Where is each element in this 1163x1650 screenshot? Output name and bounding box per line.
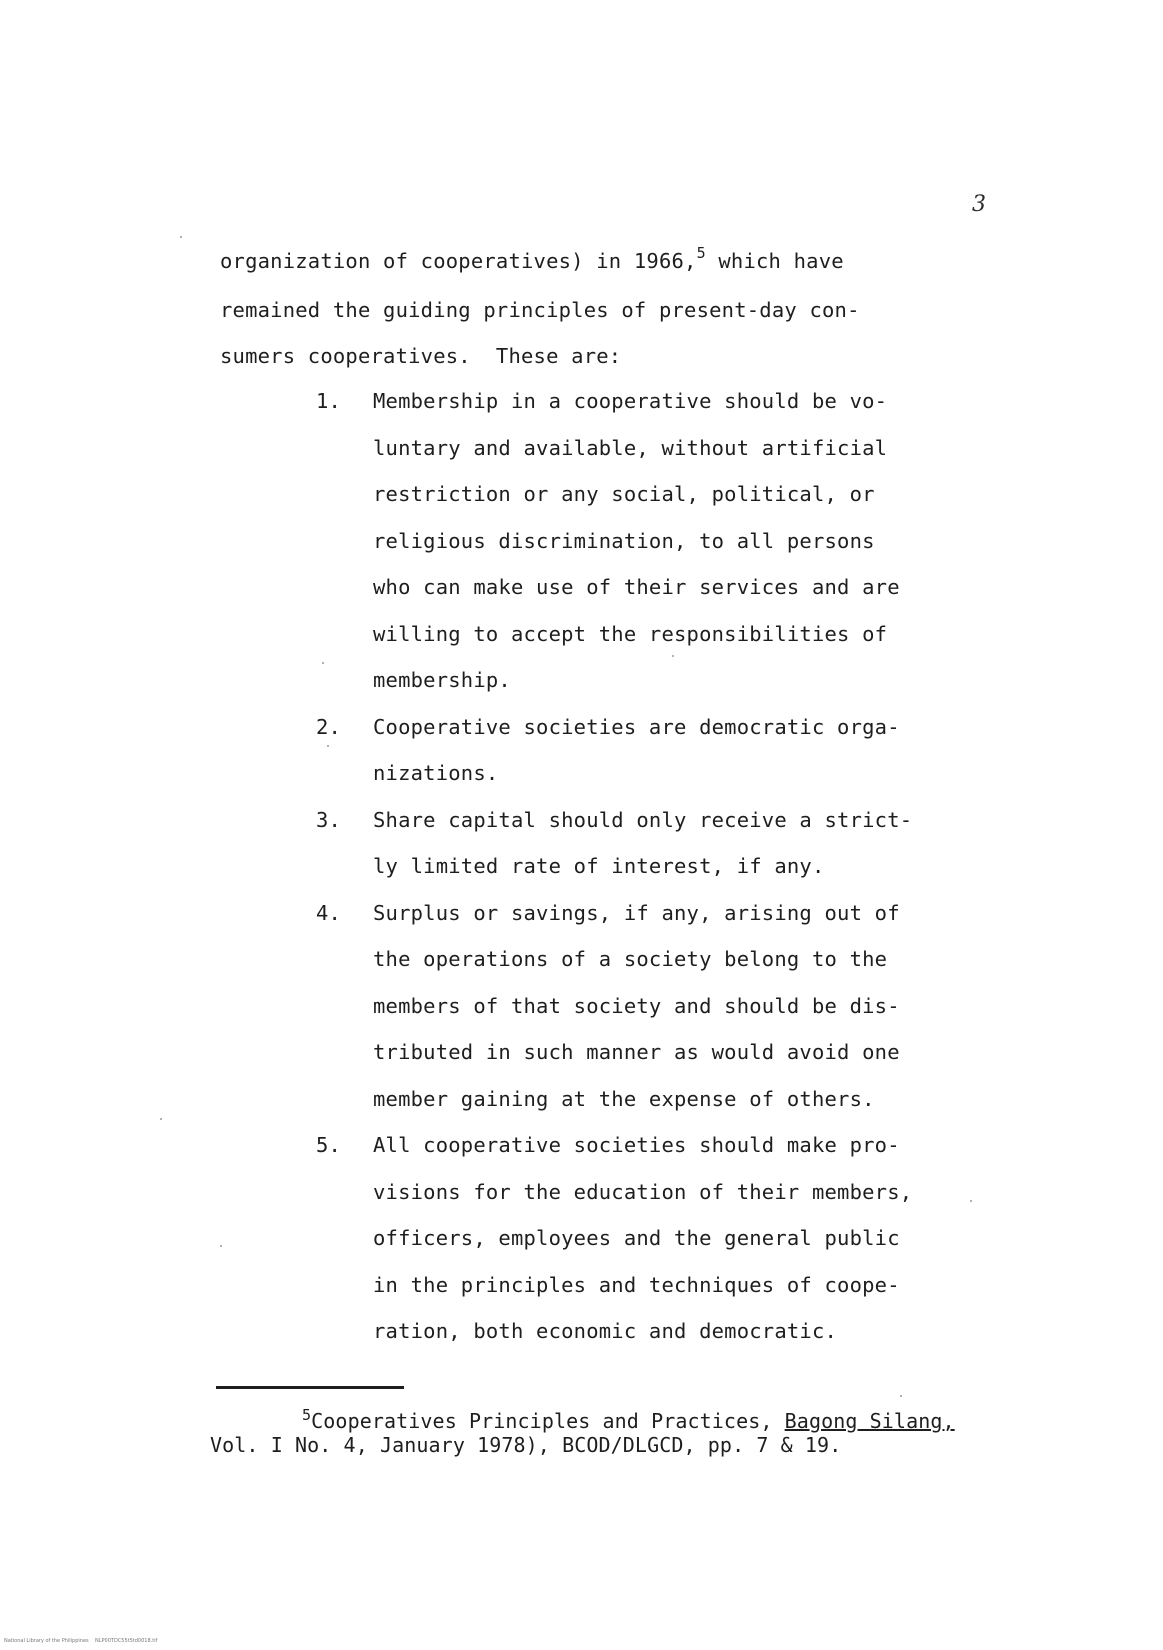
principle-number: 2. xyxy=(316,714,342,739)
principle-item xyxy=(316,1122,1006,1355)
principle-line: ration, both economic and democratic. xyxy=(373,1319,838,1343)
principle-line: All cooperative societies should make pro- xyxy=(373,1133,900,1157)
principle-line: officers, employees and the general public xyxy=(373,1226,900,1250)
scan-speck xyxy=(220,1245,222,1247)
principle-number: 1. xyxy=(316,389,342,413)
principle-item xyxy=(316,890,1006,1123)
principle-line: who can make use of their services and are xyxy=(373,575,900,599)
principle-item xyxy=(316,704,1006,797)
principle-line: luntary and available, without artificial xyxy=(373,435,888,460)
principle-line: restriction or any social, political, or xyxy=(373,482,875,506)
intro-line-2: remained the guiding principles of present-day con- xyxy=(220,297,860,322)
principle-line: nizations. xyxy=(373,761,499,785)
principle-item xyxy=(316,797,1006,890)
intro-line-1: organization of cooperatives) in 1966,$^5$ which have xyxy=(220,244,844,273)
principle-line: Surplus or savings, if any, arising out of xyxy=(373,900,900,925)
scan-speck xyxy=(180,236,182,238)
scan-speck xyxy=(900,1395,902,1397)
footnote-details: Vol. I No. 4, January 1978), BCOD/DLGCD, pp. 7 & 19. xyxy=(210,1433,842,1457)
footnote-source: Bagong Silang, xyxy=(784,1409,955,1433)
principle-line: the operations of a society belong to the xyxy=(373,947,888,971)
scan-speck xyxy=(970,1200,972,1202)
footnote-divider xyxy=(216,1386,404,1389)
intro-paragraph xyxy=(220,238,1000,380)
footnote xyxy=(210,1406,1000,1457)
principle-line: Cooperative societies are democratic orga- xyxy=(373,714,900,739)
principle-text xyxy=(373,890,1006,1123)
footnote-marker: 5 xyxy=(302,1406,312,1424)
principle-text xyxy=(373,378,1006,704)
footnote-reference: 5 xyxy=(696,244,706,262)
principle-line: in the principles and techniques of coope- xyxy=(373,1272,900,1297)
page-number: 3 xyxy=(972,192,986,217)
principle-line: member gaining at the expense of others. xyxy=(373,1086,875,1111)
principle-line: religious discrimination, to all persons xyxy=(373,528,875,553)
principle-line: tributed in such manner as would avoid one xyxy=(373,1040,900,1064)
principle-line: willing to accept the responsibilities of xyxy=(373,621,888,646)
scan-speck xyxy=(672,655,674,657)
principle-line: ly limited rate of interest, if any. xyxy=(373,854,825,878)
principle-line: visions for the education of their members, xyxy=(373,1179,913,1204)
principle-number: 5. xyxy=(316,1133,342,1157)
principle-line: membership. xyxy=(373,668,511,692)
scan-speck xyxy=(160,1118,162,1120)
principle-item xyxy=(316,378,1006,704)
principles-list xyxy=(316,378,1006,1355)
scan-speck xyxy=(327,745,329,747)
principle-line: Membership in a cooperative should be vo- xyxy=(373,389,888,413)
scan-speck xyxy=(322,662,324,664)
principle-number: 3. xyxy=(316,807,342,832)
footnote-title: Cooperatives Principles and Practices, xyxy=(311,1409,773,1433)
principle-line: members of that society and should be dis- xyxy=(373,993,900,1018)
principle-number: 4. xyxy=(316,900,342,925)
archive-footer: National Library of the Philippines NLP00TDC55t5td0018.tif xyxy=(4,1638,158,1644)
principle-line: Share capital should only receive a strict- xyxy=(373,807,913,832)
principle-text xyxy=(373,797,1006,890)
principle-text xyxy=(373,1122,1006,1355)
intro-line-3: sumers cooperatives. These are: xyxy=(220,344,622,368)
principle-text xyxy=(373,704,1006,797)
